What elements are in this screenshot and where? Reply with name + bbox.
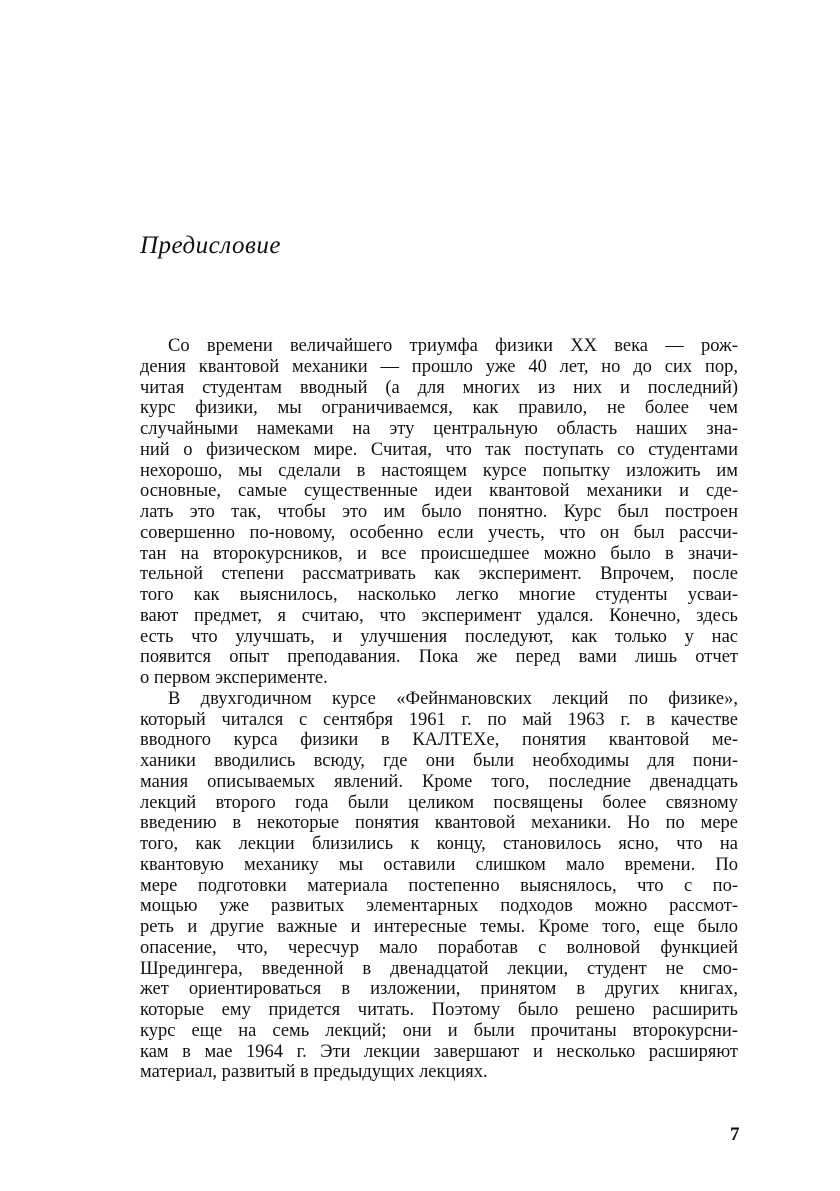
text-line <box>140 627 738 648</box>
text-line-content: вают предмет, я считаю, что эксперимент удался. Конечно, здесь <box>140 605 738 626</box>
section-title: Предисловие <box>140 232 281 259</box>
text-line <box>140 793 738 814</box>
text-line-content: мания описываемых явлений. Кроме того, последние двенадцать <box>140 771 738 792</box>
text-line-content: о первом эксперименте. <box>140 668 328 688</box>
text-line-content: мощью уже развитых элементарных подходов можно рассмот- <box>140 896 738 917</box>
text-line-content: введению в некоторые понятия квантовой механики. Но по мере <box>140 813 738 834</box>
text-line <box>140 689 738 710</box>
text-line <box>140 876 738 897</box>
text-line <box>140 481 738 502</box>
text-line-content: В двухгодичном курсе «Фейнмановских лекций по физике», <box>168 688 738 709</box>
text-line <box>140 585 738 606</box>
text-line <box>140 979 738 1000</box>
text-line <box>140 959 738 980</box>
text-line-content: дения квантовой механики — прошло уже 40 лет, но до сих пор, <box>140 356 738 377</box>
text-line <box>140 668 738 689</box>
page-number: 7 <box>730 1124 740 1145</box>
text-line-content: случайными намеками на эту центральную область наших зна- <box>140 419 738 439</box>
text-line <box>140 772 738 793</box>
text-line <box>140 730 738 751</box>
text-line <box>140 855 738 876</box>
text-line-content: нехорошо, мы сделали в настоящем курсе попытку изложить им <box>140 460 738 481</box>
text-line <box>140 544 738 565</box>
text-line-content: реть и другие важные и интересные темы. Кроме того, еще было <box>140 917 738 937</box>
text-line-content: опасение, что, чересчур мало поработав с волновой функцией <box>140 937 738 958</box>
text-line-content: того как выяснилось, насколько легко многие студенты усваи- <box>140 585 738 605</box>
text-line-content: Шредингера, введенной в двенадцатой лекции, студент не смо- <box>140 958 738 979</box>
text-line-content: Со времени величайшего триумфа физики XX века — рож- <box>168 336 738 356</box>
text-line-content: вводного курса физики в КАЛТЕХе, понятия квантовой ме- <box>140 730 738 751</box>
text-line <box>140 917 738 938</box>
text-line <box>140 710 738 731</box>
text-line-content: квантовую механику мы оставили слишком мало времени. По <box>140 854 738 875</box>
text-line <box>140 751 738 772</box>
text-line <box>140 564 738 585</box>
text-line <box>140 357 738 378</box>
text-line <box>140 502 738 523</box>
text-line <box>140 336 738 357</box>
text-line <box>140 834 738 855</box>
text-line-content: читая студентам вводный (а для многих из них и последний) <box>140 377 738 398</box>
text-line-content: который читался с сентября 1961 г. по май 1963 г. в качестве <box>140 709 738 730</box>
text-line-content: основные, самые существенные идеи квантовой механики и сде- <box>140 481 738 502</box>
text-line <box>140 1000 738 1021</box>
text-line <box>140 461 738 482</box>
text-line <box>140 419 738 440</box>
text-line-content: того, как лекции близились к концу, становилось ясно, что на <box>140 834 738 854</box>
text-line <box>140 1021 738 1042</box>
text-line-content: тельной степени рассматривать как эксперимент. Впрочем, после <box>140 564 738 585</box>
text-line <box>140 896 738 917</box>
text-line <box>140 378 738 399</box>
text-line <box>140 606 738 627</box>
text-line-content: курс еще на семь лекций; они и были прочитаны второкурсни- <box>140 1020 738 1041</box>
text-line-content: ний о физическом мире. Считая, что так поступать со студентами <box>140 439 738 460</box>
text-line <box>140 523 738 544</box>
body-text <box>140 336 738 1083</box>
text-line <box>140 1062 738 1083</box>
text-line-content: которые ему придется читать. Поэтому было решено расширить <box>140 1000 738 1020</box>
text-line <box>140 398 738 419</box>
text-line-content: кам в мае 1964 г. Эти лекции завершают и несколько расширяют <box>140 1041 738 1062</box>
text-line-content: ханики вводились всюду, где они были необходимы для пони- <box>140 751 738 771</box>
text-line-content: жет ориентироваться в изложении, принятом в других книгах, <box>140 979 738 1000</box>
text-line-content: появится опыт преподавания. Пока же перед вами лишь отчет <box>140 647 738 668</box>
text-line-content: лать это так, чтобы это им было понятно. Курс был построен <box>140 502 738 522</box>
text-line-content: курс физики, мы ограничиваемся, как правило, не более чем <box>140 398 738 419</box>
text-line-content: мере подготовки материала постепенно выяснялось, что с по- <box>140 875 738 896</box>
text-line <box>140 938 738 959</box>
text-line-content: материал, развитый в предыдущих лекциях. <box>140 1062 488 1083</box>
text-line <box>140 1042 738 1063</box>
text-line <box>140 647 738 668</box>
text-line <box>140 813 738 834</box>
text-line-content: есть что улучшать, и улучшения последуют, как только у нас <box>140 626 738 647</box>
text-line-content: лекций второго года были целиком посвящены более связному <box>140 792 738 813</box>
text-line-content: тан на второкурсников, и все происшедшее можно было в значи- <box>140 543 738 564</box>
text-line-content: совершенно по-новому, особенно если учесть, что он был рассчи- <box>140 522 738 543</box>
text-line <box>140 440 738 461</box>
